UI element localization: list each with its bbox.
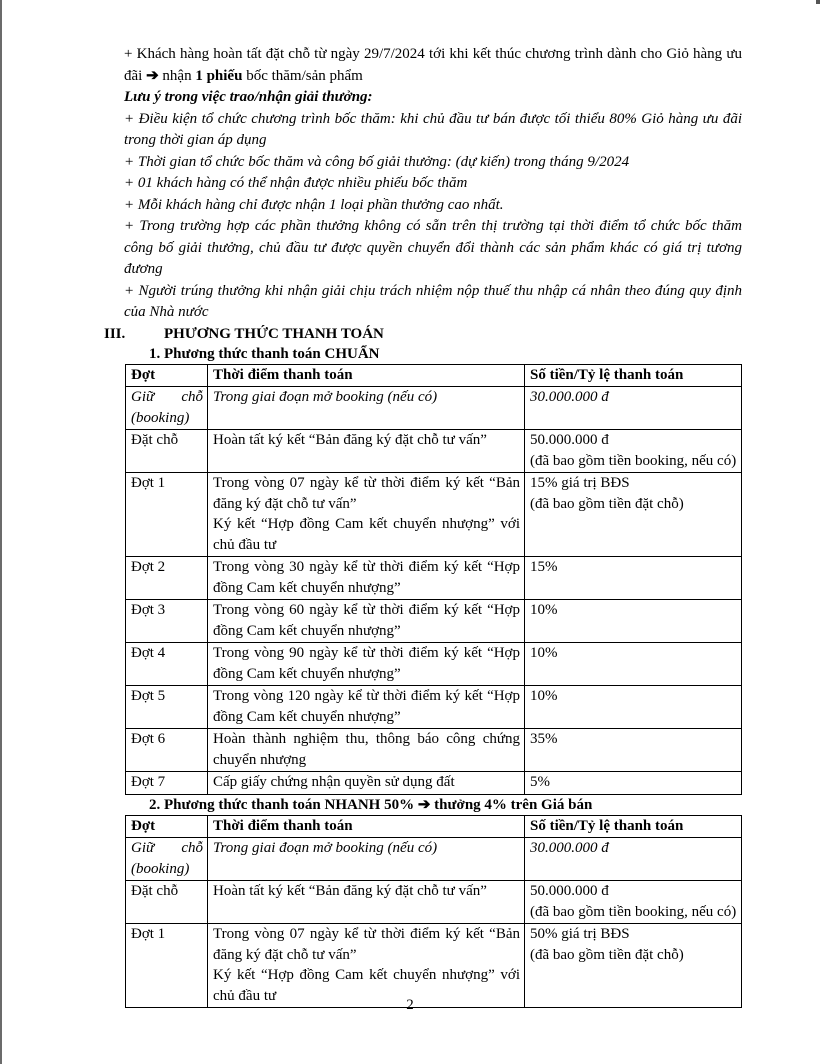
intro-bold-ticket: 1 phiếu xyxy=(195,67,243,84)
cell-amount xyxy=(525,924,742,1008)
cell-time: Cấp giấy chứng nhận quyền sử dụng đất xyxy=(208,772,525,795)
amount-note: (đã bao gồm tiền đặt chỗ) xyxy=(530,946,684,963)
amount-value: 15% giá trị BĐS xyxy=(530,475,630,491)
table-row xyxy=(126,643,742,686)
payment-table-standard xyxy=(125,364,742,795)
cell-phase: Đặt chỗ xyxy=(126,881,208,924)
table-row xyxy=(126,838,742,881)
cell-phase: Đợt 1 xyxy=(126,473,208,557)
cell-amount: 10% xyxy=(525,600,742,643)
intro-text-mid: nhận xyxy=(158,67,196,84)
table-header-row xyxy=(126,364,742,387)
section-heading xyxy=(104,324,742,344)
table2-heading-bonus: thưởng 4% trên Giá bán xyxy=(430,796,593,813)
cell-amount: 30.000.000 đ xyxy=(525,387,742,430)
cell-amount xyxy=(525,473,742,557)
cell-amount: 30.000.000 đ xyxy=(525,838,742,881)
time-line: Trong vòng 07 ngày kể từ thời điểm ký kết “Bản đăng ký đặt chỗ tư vấn” xyxy=(213,926,520,963)
cell-amount: 10% xyxy=(525,686,742,729)
section-title: PHƯƠNG THỨC THANH TOÁN xyxy=(164,325,384,342)
table-row xyxy=(126,557,742,600)
page-number: 2 xyxy=(406,997,414,1013)
cell-phase: Đợt 7 xyxy=(126,772,208,795)
table-row xyxy=(126,430,742,473)
note-item: + Người trúng thưởng khi nhận giải chịu trách nhiệm nộp thuế thu nhập cá nhân theo đúng quy định của Nhà nước xyxy=(124,282,742,320)
amount-value: 50.000.000 đ xyxy=(530,432,609,448)
cell-time xyxy=(208,473,525,557)
table-row xyxy=(126,924,742,1008)
header-cell: Đợt xyxy=(126,364,208,387)
cell-time: Trong vòng 90 ngày kể từ thời điểm ký kết “Hợp đồng Cam kết chuyển nhượng” xyxy=(208,643,525,686)
cell-phase: Giữ chỗ (booking) xyxy=(126,838,208,881)
cell-phase: Giữ chỗ (booking) xyxy=(126,387,208,430)
cell-amount xyxy=(525,881,742,924)
header-cell: Thời điểm thanh toán xyxy=(208,364,525,387)
time-line: Ký kết “Hợp đồng Cam kết chuyển nhượng” với chủ đầu tư xyxy=(213,967,520,1004)
arrow-right-icon: ➔ xyxy=(417,796,431,813)
time-line: Trong vòng 07 ngày kể từ thời điểm ký kết “Bản đăng ký đặt chỗ tư vấn” xyxy=(213,475,520,512)
cell-time: Hoàn thành nghiệm thu, thông báo công chứng chuyển nhượng xyxy=(208,729,525,772)
table-row xyxy=(126,729,742,772)
cell-amount: 5% xyxy=(525,772,742,795)
table-row xyxy=(126,473,742,557)
cell-amount: 15% xyxy=(525,557,742,600)
amount-note: (đã bao gồm tiền booking, nếu có) xyxy=(530,903,737,920)
cell-phase: Đợt 3 xyxy=(126,600,208,643)
cell-phase: Đợt 6 xyxy=(126,729,208,772)
cell-time xyxy=(208,924,525,1008)
table-row xyxy=(126,772,742,795)
note-item: + Trong trường hợp các phần thưởng không có sẵn trên thị trường tại thời điểm tổ chức bốc thăm công bố giải thưởng, chủ đầu tư được quyền chuyển đổi thành các sản phẩm khác có giá trị tương đương xyxy=(124,218,742,277)
table-row xyxy=(126,387,742,430)
intro-paragraph xyxy=(124,44,742,87)
cell-phase: Đợt 2 xyxy=(126,557,208,600)
notes-title: Lưu ý trong việc trao/nhận giải thưởng: xyxy=(124,89,373,105)
table-header-row xyxy=(126,815,742,838)
cell-time: Trong vòng 30 ngày kể từ thời điểm ký kết “Hợp đồng Cam kết chuyển nhượng” xyxy=(208,557,525,600)
intro-text-start: + Khách hàng hoàn tất đặt chỗ từ ngày 29/7/2024 tới khi kết thúc chương trình dành cho Giỏ hàng ưu đãi xyxy=(124,46,742,84)
table2-heading xyxy=(124,795,742,815)
page-corner-mark xyxy=(816,0,820,4)
note-item: + Mỗi khách hàng chỉ được nhận 1 loại phần thưởng cao nhất. xyxy=(124,196,504,213)
section-number: III. xyxy=(104,325,126,342)
table-row xyxy=(126,686,742,729)
cell-phase: Đặt chỗ xyxy=(126,430,208,473)
amount-note: (đã bao gồm tiền booking, nếu có) xyxy=(530,452,737,469)
page-left-edge xyxy=(0,0,2,1064)
header-cell: Thời điểm thanh toán xyxy=(208,815,525,838)
cell-amount xyxy=(525,430,742,473)
amount-value: 50% giá trị BĐS xyxy=(530,926,630,942)
header-cell: Đợt xyxy=(126,815,208,838)
cell-amount: 35% xyxy=(525,729,742,772)
arrow-right-icon: ➔ xyxy=(146,67,159,84)
cell-time: Trong giai đoạn mở booking (nếu có) xyxy=(208,838,525,881)
table2-heading-text: 2. Phương thức thanh toán NHANH 50% xyxy=(149,796,418,813)
note-item: + 01 khách hàng có thể nhận được nhiều phiếu bốc thăm xyxy=(124,175,468,191)
table-row xyxy=(126,881,742,924)
document-body xyxy=(104,44,742,1008)
note-item: + Thời gian tổ chức bốc thăm và công bố giải thưởng: (dự kiến) trong tháng 9/2024 xyxy=(124,153,630,170)
cell-time: Hoàn tất ký kết “Bản đăng ký đặt chỗ tư vấn” xyxy=(208,881,525,924)
cell-time: Trong vòng 60 ngày kể từ thời điểm ký kết “Hợp đồng Cam kết chuyển nhượng” xyxy=(208,600,525,643)
cell-phase: Đợt 4 xyxy=(126,643,208,686)
table1-heading: 1. Phương thức thanh toán CHUẨN xyxy=(149,345,380,362)
note-item: + Điều kiện tổ chức chương trình bốc thăm: khi chủ đầu tư bán được tối thiểu 80% Giỏ hàng ưu đãi trong thời gian áp dụng xyxy=(124,110,742,148)
cell-time: Hoàn tất ký kết “Bản đăng ký đặt chỗ tư vấn” xyxy=(208,430,525,473)
cell-time: Trong giai đoạn mở booking (nếu có) xyxy=(208,387,525,430)
cell-time: Trong vòng 120 ngày kể từ thời điểm ký kết “Hợp đồng Cam kết chuyển nhượng” xyxy=(208,686,525,729)
payment-table-fast xyxy=(125,815,742,1009)
cell-phase: Đợt 1 xyxy=(126,924,208,1008)
table-row xyxy=(126,600,742,643)
header-cell: Số tiền/Tỷ lệ thanh toán xyxy=(525,815,742,838)
cell-amount: 10% xyxy=(525,643,742,686)
amount-value: 50.000.000 đ xyxy=(530,883,609,899)
intro-text-end: bốc thăm/sản phẩm xyxy=(242,67,363,84)
cell-phase: Đợt 5 xyxy=(126,686,208,729)
header-cell: Số tiền/Tỷ lệ thanh toán xyxy=(525,364,742,387)
time-line: Ký kết “Hợp đồng Cam kết chuyển nhượng” với chủ đầu tư xyxy=(213,516,520,553)
amount-note: (đã bao gồm tiền đặt chỗ) xyxy=(530,495,684,512)
